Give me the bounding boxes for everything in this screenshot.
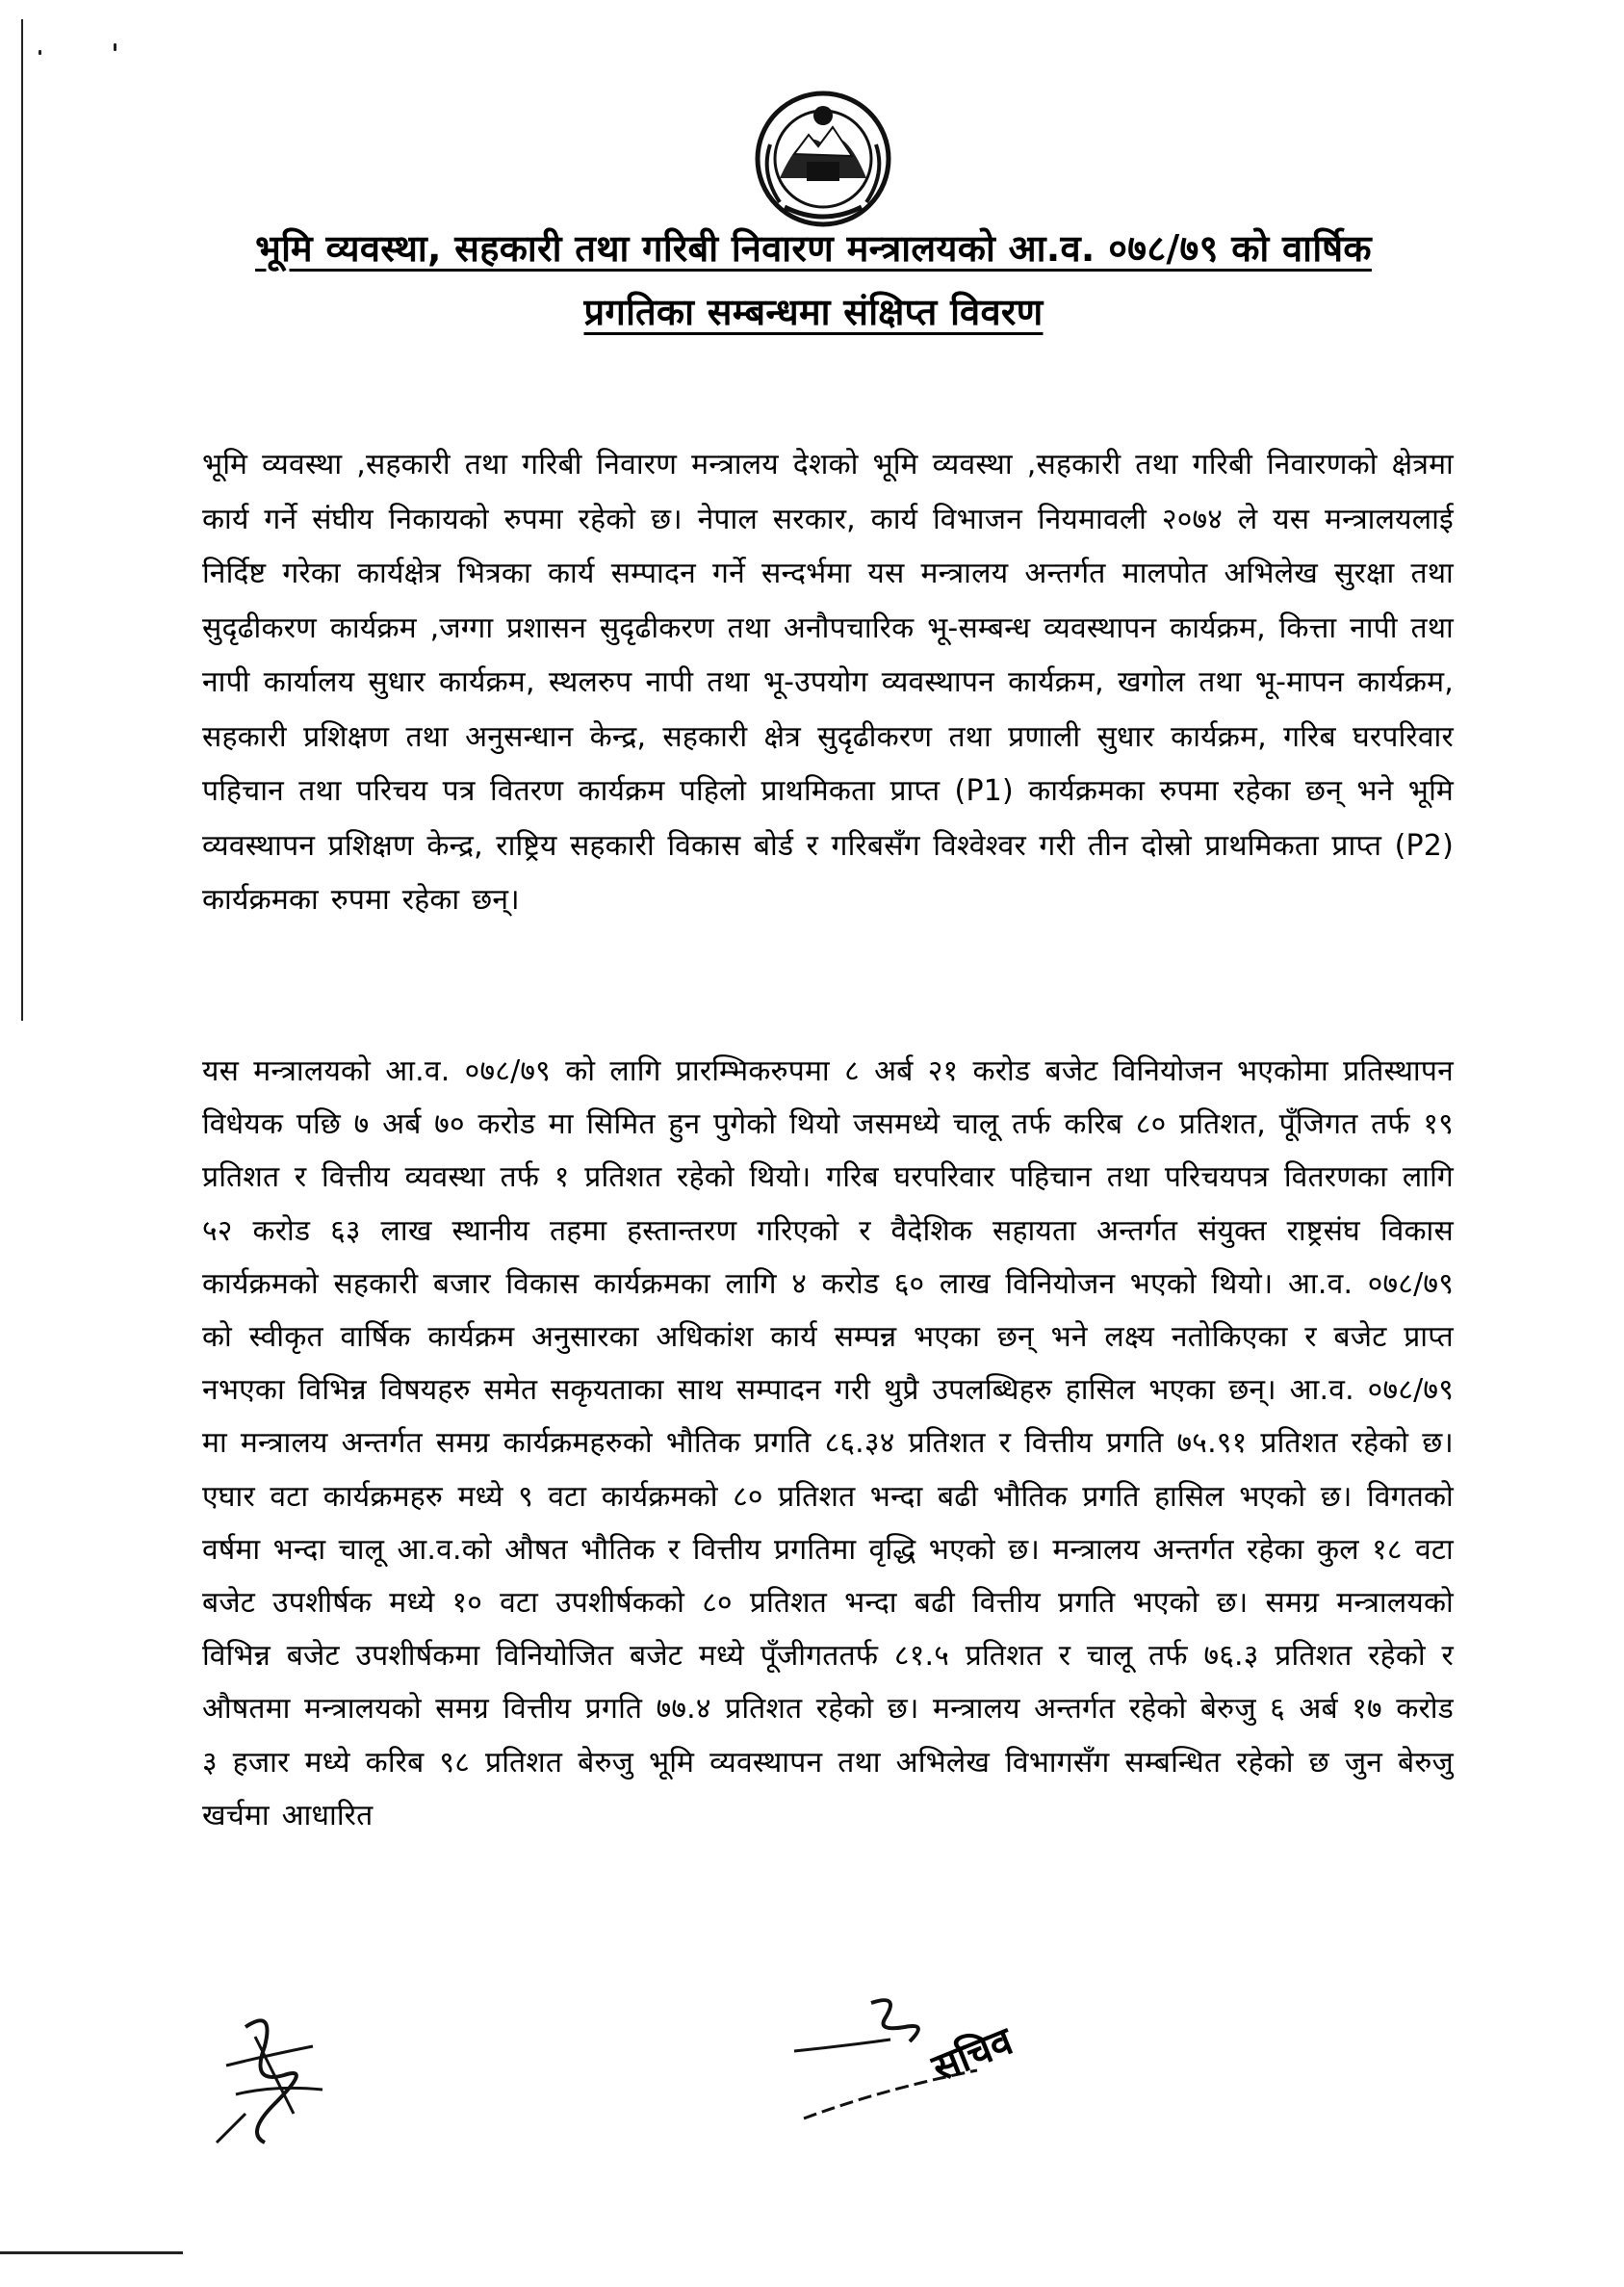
paragraph-1: भूमि व्यवस्था ,सहकारी तथा गरिबी निवारण मन्त्रालय देशको भूमि व्यवस्था ,सहकारी तथा गरिबी निवारणको क्षेत्रमा कार्य गर्ने संघीय निकायको रुपमा रहेको छ। नेपाल सरकार, कार्य विभाजन नियमावली २०७४ ले यस मन्त्रालयलाई निर्दिष्ट गरेका कार्यक्षेत्र भित्रका कार्य सम्पादन गर्ने सन्दर्भमा यस मन्त्रालय अन्तर्गत मालपोत अभिलेख सुरक्षा तथा सुदृढीकरण कार्यक्रम ,जग्गा प्रशासन सुदृढीकरण तथा अनौपचारिक भू-सम्बन्ध व्यवस्थापन कार्यक्रम, कित्ता नापी तथा नापी कार्यालय सुधार कार्यक्रम, स्थलरुप नापी तथा भू-उपयोग व्यवस्थापन कार्यक्रम, खगोल तथा भू-मापन कार्यक्रम, सहकारी प्रशिक्षण तथा अनुसन्धान केन्द्र, सहकारी क्षेत्र सुदृढीकरण तथा प्रणाली सुधार कार्यक्रम, गरिब घरपरिवार पहिचान तथा परिचय पत्र वितरण कार्यक्रम पहिलो प्राथमिकता प्राप्त (P1) कार्यक्रमका रुपमा रहेका छन् भने भूमि व्यवस्थापन प्रशिक्षण केन्द्र, राष्ट्रिय सहकारी विकास बोर्ड र गरिबसँग विश्वेश्वर गरी तीन दोस्रो प्राथमिकता प्राप्त (P2) कार्यक्रमका रुपमा रहेका छन्। (202, 448, 1454, 917)
scan-speck (39, 50, 41, 55)
title-line-1: भूमि व्यवस्था, सहकारी तथा गरिबी निवारण मन्त्रालयको आ.व. ०७८/७९ को वार्षिक (255, 227, 1372, 270)
government-emblem-icon (751, 87, 895, 231)
paragraph-2: यस मन्त्रालयको आ.व. ०७८/७९ को लागि प्रारम्भिकरुपमा ८ अर्ब २१ करोड बजेट विनियोजन भएकोमा प्रतिस्थापन विधेयक पछि ७ अर्ब ७० करोड मा सिमित हुन पुगेको थियो जसमध्ये चालू तर्फ करिब ८० प्रतिशत, पूँजिगत तर्फ १९ प्रतिशत र वित्तीय व्यवस्था तर्फ १ प्रतिशत रहेको थियो। गरिब घरपरिवार पहिचान तथा परिचयपत्र वितरणका लागि ५२ करोड ६३ लाख स्थानीय तहमा हस्तान्तरण गरिएको र वैदेशिक सहायता अन्तर्गत संयुक्त राष्ट्रसंघ विकास कार्यक्रमको सहकारी बजार विकास कार्यक्रमका लागि ४ करोड ६० लाख विनियोजन भएको थियो। आ.व. ०७८/७९ को स्वीकृत वार्षिक कार्यक्रम अनुसारका अधिकांश कार्य सम्पन्न भएका छन् भने लक्ष्य नतोकिएका र बजेट प्राप्त नभएका विभिन्न विषयहरु समेत सकृयताका साथ सम्पादन गरी थुप्रै उपलब्धिहरु हासिल भएका छन्। आ.व. ०७८/७९ मा मन्त्रालय अन्तर्गत समग्र कार्यक्रमहरुको भौतिक प्रगति ८६.३४ प्रतिशत र वित्तीय प्रगति ७५.९१ प्रतिशत रहेको छ। एघार वटा कार्यक्रमहरु मध्ये ९ वटा कार्यक्रमको ८० प्रतिशत भन्दा बढी भौतिक प्रगति हासिल भएको छ। विगतको वर्षमा भन्दा चालू आ.व.को औषत भौतिक र वित्तीय प्रगतिमा वृद्धि भएको छ। मन्त्रालय अन्तर्गत रहेका कुल १८ वटा बजेट उपशीर्षक मध्ये १० वटा उपशीर्षकको ८० प्रतिशत भन्दा बढी वित्तीय प्रगति भएको छ। समग्र मन्त्रालयको विभिन्न बजेट उपशीर्षकमा विनियोजित बजेट मध्ये पूँजीगततर्फ ८१.५ प्रतिशत र चालू तर्फ ७६.३ प्रतिशत रहेको र औषतमा मन्त्रालयको समग्र वित्तीय प्रगति ७७.४ प्रतिशत रहेको छ। मन्त्रालय अन्तर्गत रहेको बेरुजु ६ अर्ब १७ करोड ३ हजार मध्ये करिब ९८ प्रतिशत बेरुजु भूमि व्यवस्थापन तथा अभिलेख विभागसँग सम्बन्धित रहेको छ जुन बेरुजु खर्चमा आधारित (202, 1054, 1454, 1832)
document-title (173, 217, 1454, 344)
title-line-2: प्रगतिका सम्बन्धमा संक्षिप्त विवरण (583, 291, 1044, 333)
scan-bottom-line (0, 2251, 183, 2254)
scan-speck (114, 43, 116, 51)
scan-margin-line (21, 19, 23, 1021)
signature-secretary-label: सचिव (926, 2018, 1019, 2092)
signature-left (207, 2008, 342, 2152)
